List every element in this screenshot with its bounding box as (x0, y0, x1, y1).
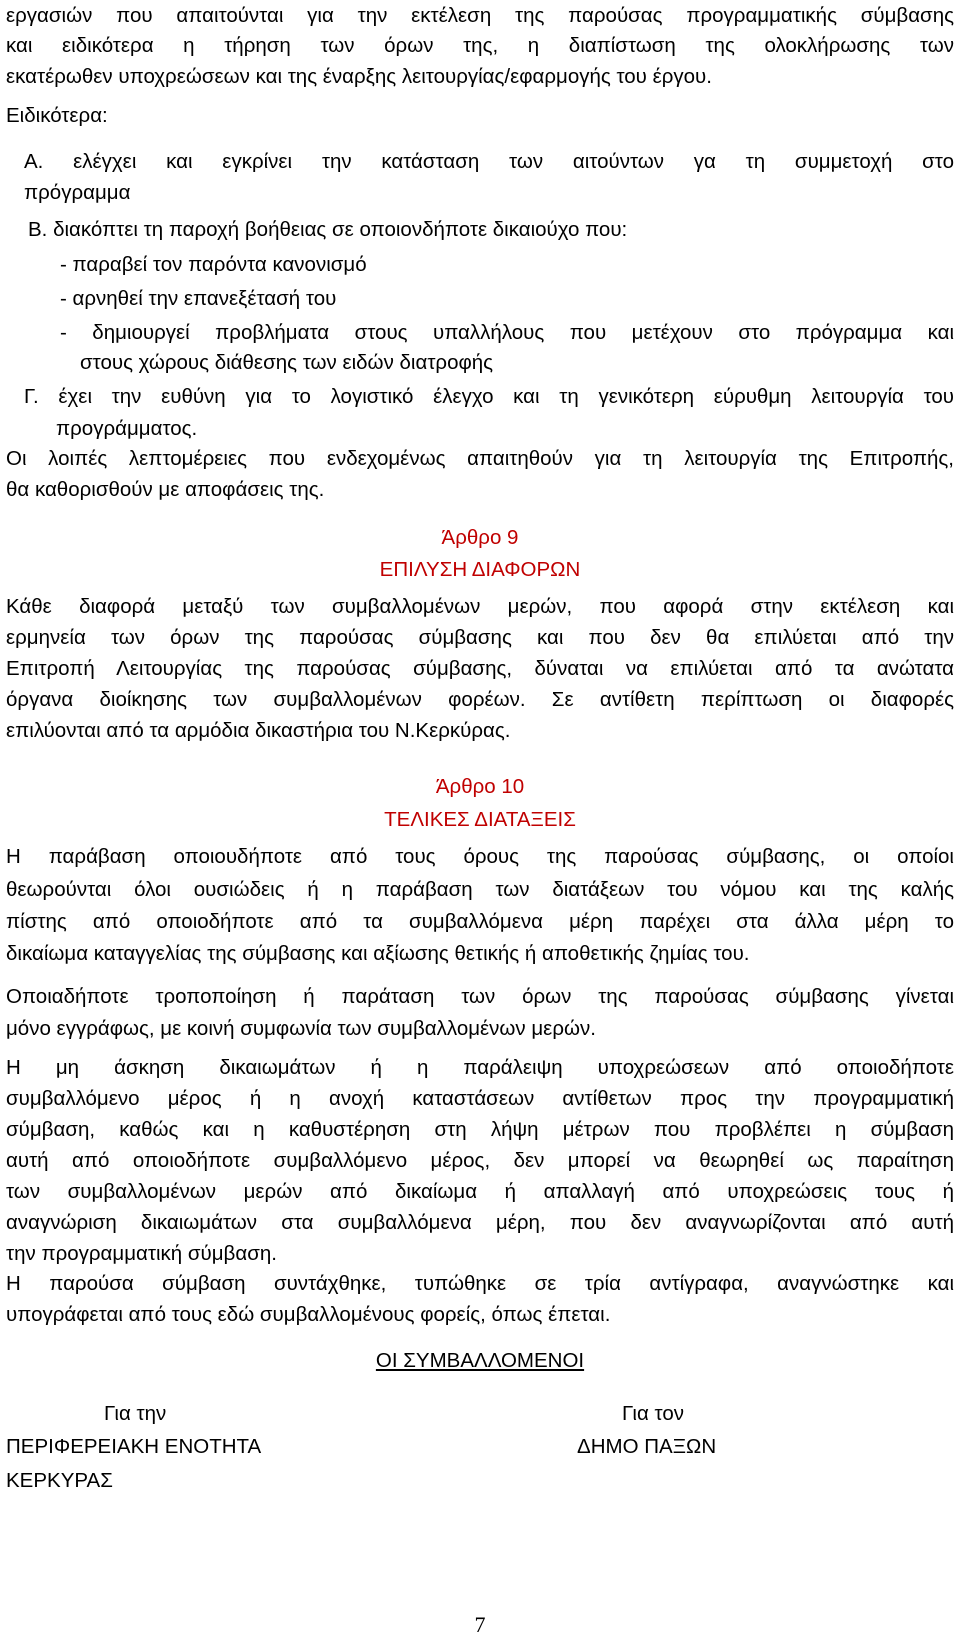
paragraph-line: Οι λοιπές λεπτομέρειες που ενδεχομένως απαιτηθούν για τη λειτουργία της Επιτροπής, (6, 447, 954, 470)
paragraph-line: θεωρούνται όλοι ουσιώδεις ή η παράβαση των διατάξεων του νόμου και της καλής (6, 878, 954, 901)
sub-item: - δημιουργεί προβλήματα στους υπαλλήλους που μετέχουν στο πρόγραμμα και (60, 321, 954, 344)
paragraph-line: υπογράφεται από τους εδώ συμβαλλομένους φορείς, όπως έπεται. (6, 1303, 611, 1326)
paragraph-line: Επιτροπή Λειτουργίας της παρούσας σύμβασης, δύναται να επιλύεται από τα ανώτατα (6, 657, 954, 680)
paragraph-line: πίστης από οποιοδήποτε από τα συμβαλλόμενα μέρη παρέχει στα άλλα μέρη το (6, 910, 954, 933)
article-10-number: Άρθρο 10 (435, 775, 525, 798)
right-party-name: ΔΗΜΟ ΠΑΞΩΝ (577, 1435, 717, 1458)
paragraph-line: ερμηνεία των όρων της παρούσας σύμβασης και που δεν θα επιλύεται από την (6, 626, 954, 649)
paragraph-line: Ειδικότερα: (6, 104, 108, 127)
right-party-for: Για τον (622, 1402, 684, 1425)
paragraph-line: Κάθε διαφορά μεταξύ των συμβαλλομένων μερών, που αφορά στην εκτέλεση και (6, 595, 954, 618)
paragraph-line: όργανα διοίκησης των συμβαλλομένων φορέων. Σε αντίθετη περίπτωση οι διαφορές (6, 688, 954, 711)
left-party-name: ΠΕΡΙΦΕΡΕΙΑΚΗ ΕΝΟΤΗΤΑ (6, 1435, 262, 1458)
article-10-title: ΤΕΛΙΚΕΣ ΔΙΑΤΑΞΕΙΣ (384, 808, 576, 831)
list-item-g: Γ. έχει την ευθύνη για το λογιστικό έλεγχο και τη γενικότερη εύρυθμη λειτουργία του (24, 385, 954, 408)
paragraph-line: συμβαλλόμενο μέρος ή η ανοχή καταστάσεων αντίθετων προς την προγραμματική (6, 1087, 954, 1110)
paragraph-line: Η παράβαση οποιουδήποτε από τους όρους της παρούσας σύμβασης, οι οποίοι (6, 845, 954, 868)
paragraph-line: Η παρούσα σύμβαση συντάχθηκε, τυπώθηκε σε τρία αντίγραφα, αναγνώστηκε και (6, 1272, 954, 1295)
paragraph-line: θα καθορισθούν με αποφάσεις της. (6, 478, 325, 501)
paragraph-line: την προγραμματική σύμβαση. (6, 1242, 277, 1265)
sub-item-cont: στους χώρους διάθεσης των ειδών διατροφής (80, 351, 494, 374)
sub-item: - παραβεί τον παρόντα κανονισμό (60, 253, 367, 276)
paragraph-line: εκατέρωθεν υποχρεώσεων και της έναρξης λειτουργίας/εφαρμογής του έργου. (6, 65, 712, 88)
page-number: 7 (474, 1612, 486, 1637)
paragraph-line: σύμβαση, καθώς και η καθυστέρηση στη λήψη μέτρων που προβλέπει η σύμβαση (6, 1118, 954, 1141)
list-item-a: Α. ελέγχει και εγκρίνει την κατάσταση των αιτούντων γα τη συμμετοχή στο (24, 150, 954, 173)
paragraph-line: εργασιών που απαιτούνται για την εκτέλεση της παρούσας προγραμματικής σύμβασης (6, 4, 954, 27)
paragraph-line: Η μη άσκηση δικαιωμάτων ή η παράλειψη υποχρεώσεων από οποιοδήποτε (6, 1056, 954, 1079)
signatories-heading: ΟΙ ΣΥΜΒΑΛΛΟΜΕΝΟΙ (375, 1349, 585, 1372)
list-item-g-cont: προγράμματος. (56, 417, 198, 440)
paragraph-line: και ειδικότερα η τήρηση των όρων της, η διαπίστωση της ολοκλήρωσης των (6, 34, 954, 57)
paragraph-line: αναγνώριση δικαιωμάτων στα συμβαλλόμενα μέρη, που δεν αναγνωρίζονται από αυτή (6, 1211, 954, 1234)
paragraph-line: δικαίωμα καταγγελίας της σύμβασης και αξίωσης θετικής ή αποθετικής ζημίας του. (6, 942, 750, 965)
sub-item: - αρνηθεί την επανεξέτασή του (60, 287, 337, 310)
article-9-number: Άρθρο 9 (441, 526, 519, 549)
paragraph-line: των συμβαλλομένων μερών από δικαίωμα ή απαλλαγή από υποχρεώσεις τους ή (6, 1180, 954, 1203)
article-9-title: ΕΠΙΛΥΣΗ ΔΙΑΦΟΡΩΝ (379, 558, 581, 581)
paragraph-line: μόνο εγγράφως, με κοινή συμφωνία των συμβαλλομένων μερών. (6, 1017, 596, 1040)
left-party-name-cont: ΚΕΡΚΥΡΑΣ (6, 1469, 113, 1492)
paragraph-line: Οποιαδήποτε τροποποίηση ή παράταση των όρων της παρούσας σύμβασης γίνεται (6, 985, 954, 1008)
paragraph-line: αυτή από οποιοδήποτε συμβαλλόμενο μέρος, δεν μπορεί να θεωρηθεί ως παραίτηση (6, 1149, 954, 1172)
list-item-b: Β. διακόπτει τη παροχή βοήθειας σε οποιονδήποτε δικαιούχο που: (28, 218, 628, 241)
left-party-for: Για την (104, 1402, 167, 1425)
list-item-a-cont: πρόγραμμα (24, 181, 131, 204)
paragraph-line: επιλύονται από τα αρμόδια δικαστήρια του Ν.Κερκύρας. (6, 719, 511, 742)
